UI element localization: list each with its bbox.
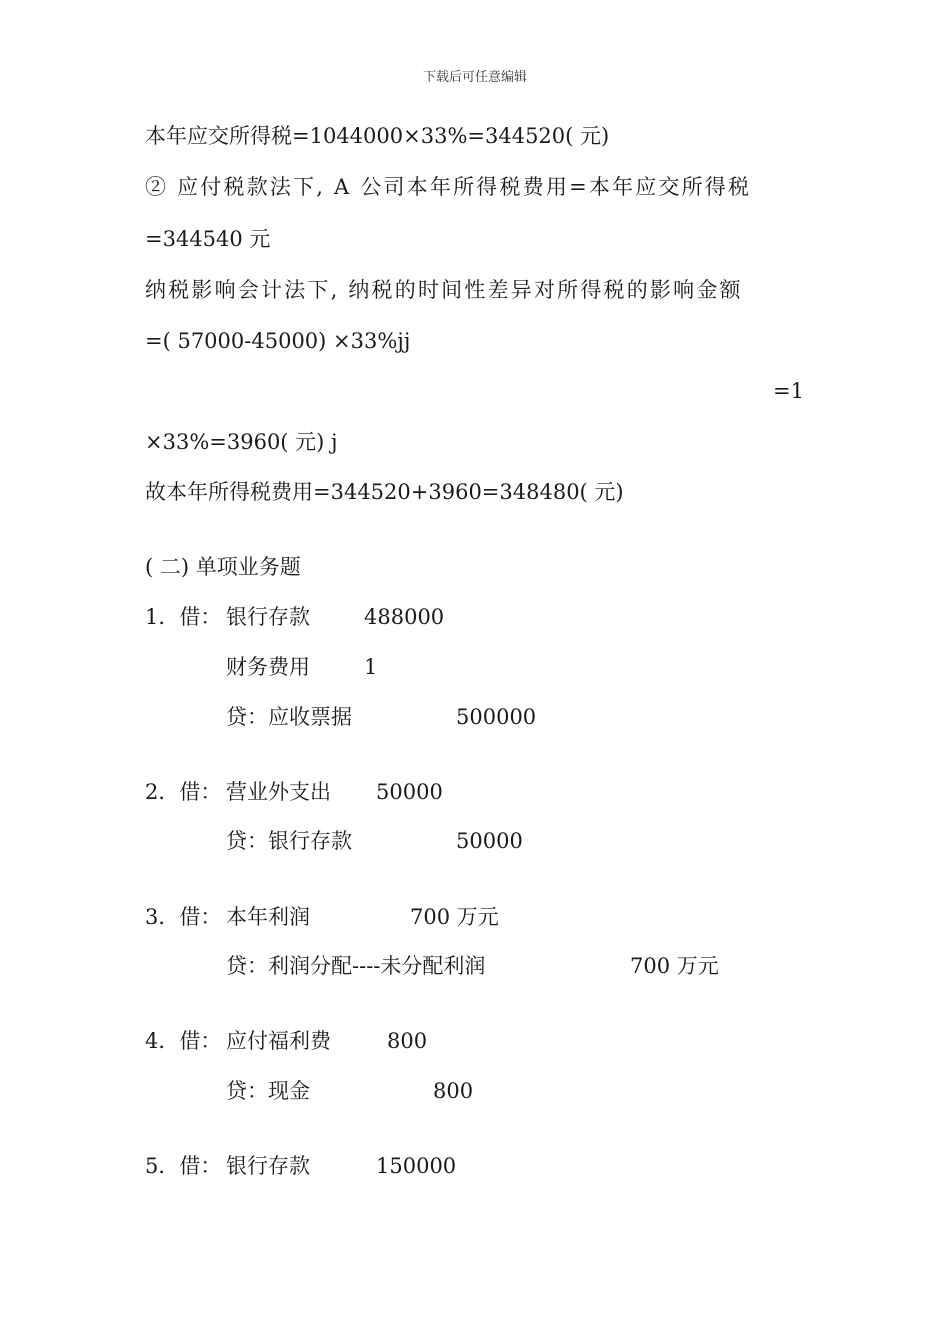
entry-4-credit-amount: 800 [433,1079,474,1103]
entry-2-debit-amount: 50000 [376,780,443,804]
entry-3-credit-account: 贷：利润分配----未分配利润 [226,954,486,978]
text-line-3: =344540 元 [145,227,271,251]
entry-4-debit-account: 应付福利费 [226,1029,331,1053]
entry-4-credit-account: 贷：现金 [226,1079,310,1103]
entry-4-debit-amount: 800 [387,1029,428,1053]
text-line-8: 故本年所得税费用=344520+3960=348480( 元) [145,480,624,504]
entry-2-credit-amount: 50000 [456,829,523,853]
entry-5-number: 5．借： [145,1154,222,1178]
entry-1-credit-account: 贷：应收票据 [226,705,352,729]
text-line-6: =1 [773,379,804,403]
entry-1-number: 1．借： [145,605,222,629]
entry-2-number: 2．借： [145,780,222,804]
text-line-7: ×33%=3960( 元) j [145,430,338,454]
entry-2-debit-account: 营业外支出 [226,780,331,804]
entry-3-debit-account: 本年利润 [226,905,310,929]
text-line-1: 本年应交所得税=1044000×33%=344520( 元) [145,124,610,148]
entry-5-debit-account: 银行存款 [226,1154,310,1178]
section-title: ( 二) 单项业务题 [145,555,301,579]
entry-3-number: 3．借： [145,905,222,929]
entry-1-credit-amount: 500000 [456,705,537,729]
entry-2-credit-account: 贷：银行存款 [226,829,352,853]
entry-1-debit2-account: 财务费用 [226,655,310,679]
entry-4-number: 4．借： [145,1029,222,1053]
entry-1-debit-amount: 488000 [364,605,445,629]
text-line-2: ② 应付税款法下, A 公司本年所得税费用=本年应交所得税 [145,175,752,199]
entry-3-debit-amount: 700 万元 [410,905,499,929]
entry-1-debit2-amount: 1 [364,655,378,679]
text-line-4: 纳税影响会计法下, 纳税的时间性差异对所得税的影响金额 [145,278,743,302]
entry-3-credit-amount: 700 万元 [630,954,719,978]
entry-1-debit-account: 银行存款 [226,605,310,629]
entry-5-debit-amount: 150000 [376,1154,457,1178]
text-line-5: =( 57000-45000) ×33%jj [145,329,411,353]
page-header: 下载后可任意编辑 [422,70,527,85]
